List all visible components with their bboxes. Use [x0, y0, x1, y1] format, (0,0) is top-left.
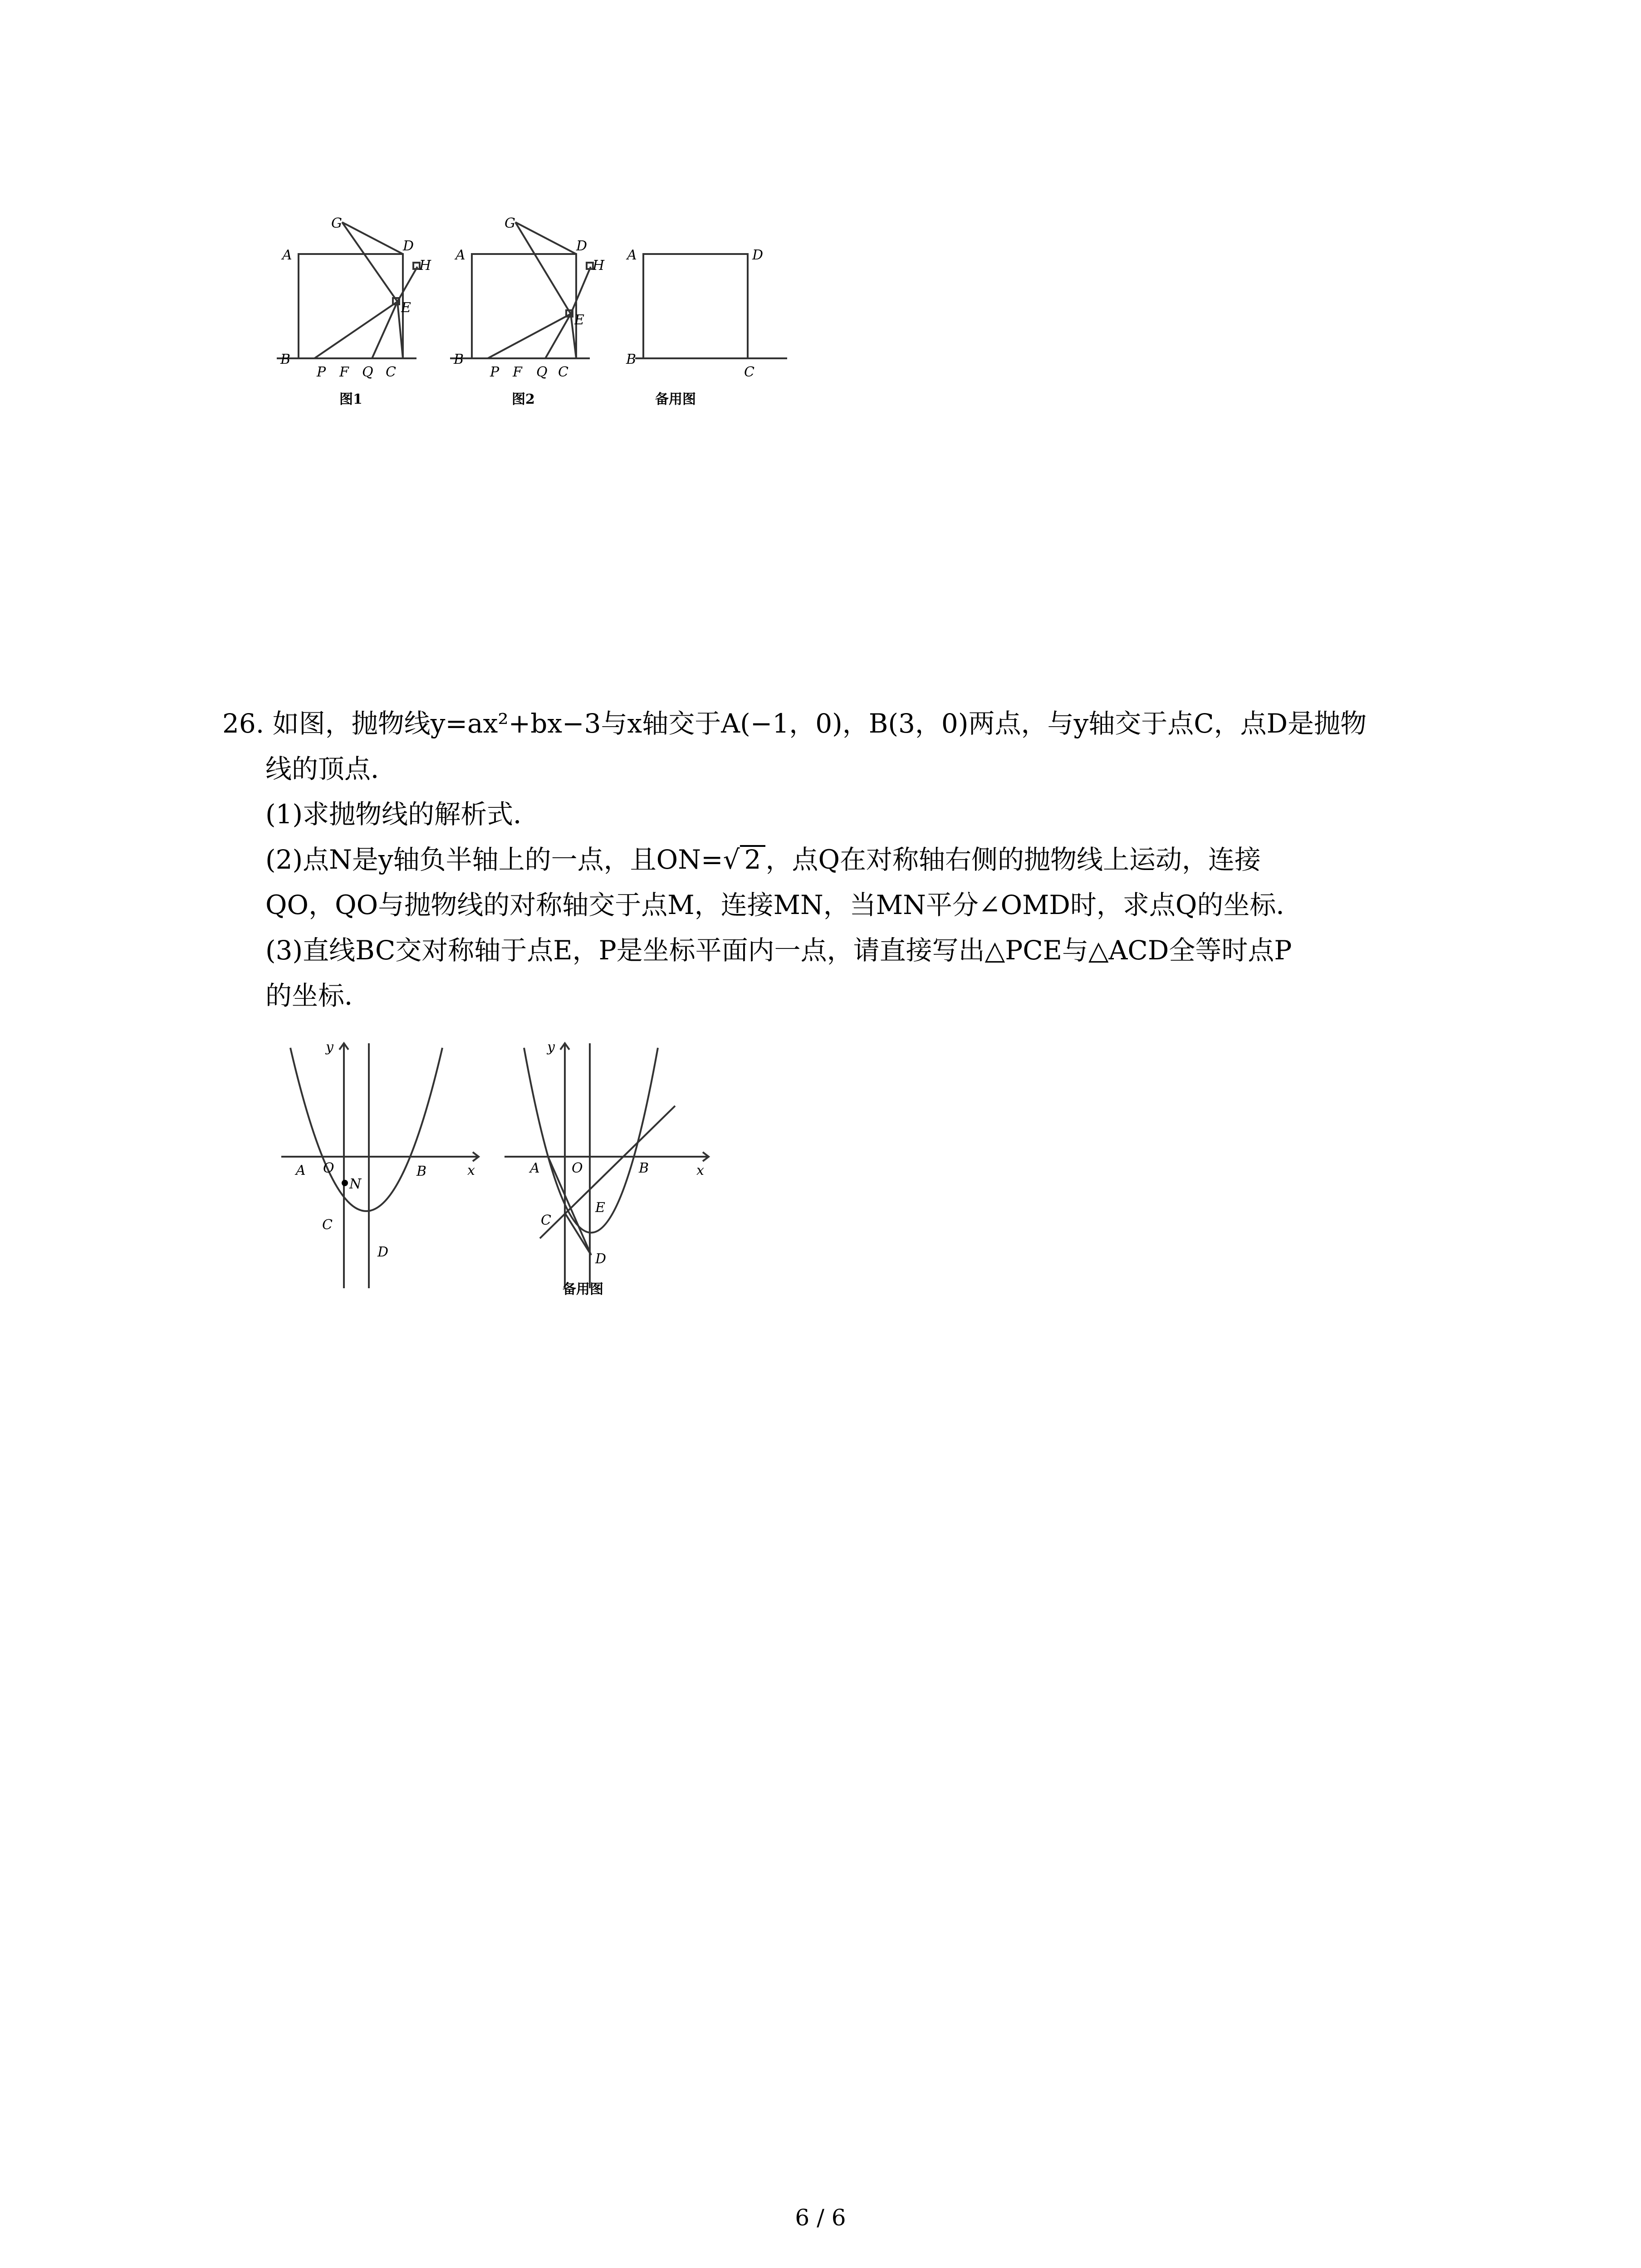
fig1-label-c: C	[386, 364, 396, 380]
page-number: 6 / 6	[795, 2204, 846, 2231]
graph1-label-a: A	[296, 1163, 306, 1178]
question-part2	[222, 837, 1456, 882]
sqrt-symbol: √	[723, 844, 740, 875]
graph2-label-x: x	[696, 1163, 704, 1178]
graph1-label-c: C	[322, 1217, 333, 1233]
graph2-label-a: A	[530, 1160, 540, 1176]
graph2-label-b: B	[639, 1160, 649, 1176]
fig2-label-d: D	[576, 238, 588, 254]
point-n-dot	[342, 1180, 348, 1186]
graph2-label-e: E	[595, 1200, 605, 1216]
fig2-label-f: F	[513, 364, 522, 380]
fig1-label-q: Q	[362, 364, 373, 380]
graph1-label-d: D	[377, 1244, 389, 1260]
fig2-label-p: P	[490, 364, 500, 380]
graph1-label-n: N	[349, 1176, 362, 1192]
graph2-label-d: D	[595, 1251, 607, 1267]
fig2-label-q: Q	[536, 364, 548, 380]
question-stem	[222, 701, 1456, 746]
fig1-label-p: P	[317, 364, 326, 380]
fig2-label-b: B	[454, 352, 464, 367]
fig2-label-g: G	[505, 215, 515, 231]
graph1-label-b: B	[416, 1163, 427, 1179]
fig2-label-h: H	[593, 258, 605, 274]
question-part3-line2: 的坐标．	[265, 980, 371, 1011]
question-part2-line2: QO，QO与抛物线的对称轴交于点M，连接MN，当MN平分∠OMD时，求点Q的坐标．	[265, 890, 1303, 920]
fig2-label-e: E	[574, 312, 584, 328]
fig1-label-g: G	[331, 215, 342, 231]
fig3-label-b: B	[626, 352, 637, 367]
fig1-label-h: H	[419, 258, 431, 274]
question-part3-line1: (3)直线BC交对称轴于点E，P是坐标平面内一点，请直接写出△PCE与△ACD全等时点P	[265, 935, 1292, 966]
question-part1: (1)求抛物线的解析式．	[265, 799, 540, 830]
graph2-label-c: C	[541, 1212, 551, 1228]
fig2-caption: 图2	[512, 391, 535, 407]
top-geometry-figures	[272, 209, 798, 422]
graph1-label-o: O	[323, 1160, 334, 1176]
fig2-label-c: C	[558, 364, 568, 380]
question-26	[222, 701, 1456, 1018]
fig1-label-a: A	[282, 247, 292, 263]
question-stem-line2: 线的顶点．	[265, 753, 397, 784]
graph2-label-y: y	[547, 1039, 555, 1055]
fig3-label-a: A	[627, 247, 637, 263]
question-part2-sqrt: 2	[740, 845, 766, 872]
fig2-label-a: A	[456, 247, 465, 263]
question-part2-b: ，点Q在对称轴右侧的抛物线上运动，连接	[765, 844, 1261, 875]
fig3-label-d: D	[752, 247, 764, 263]
question-stem-line1: 如图，抛物线y=ax²+bx−3与x轴交于A(−1，0)，B(3，0)两点，与y轴交于点C，点D是抛物	[272, 708, 1367, 739]
fig1-caption: 图1	[339, 391, 362, 407]
graph1-label-y: y	[326, 1039, 333, 1055]
graph2-label-o: O	[572, 1160, 583, 1176]
fig1-label-e: E	[401, 300, 411, 316]
parabola-graphs	[272, 1034, 726, 1306]
question-part2-a: (2)点N是y轴负半轴上的一点，且ON=	[265, 844, 723, 875]
graph2-caption: 备用图	[563, 1281, 603, 1297]
graph1-label-x: x	[467, 1163, 475, 1178]
fig1-label-f: F	[339, 364, 349, 380]
question-number: 26.	[222, 708, 265, 739]
fig3-label-c: C	[744, 364, 754, 380]
fig1-label-b: B	[280, 352, 291, 367]
fig3-caption: 备用图	[655, 391, 696, 407]
fig1-label-d: D	[403, 238, 414, 254]
